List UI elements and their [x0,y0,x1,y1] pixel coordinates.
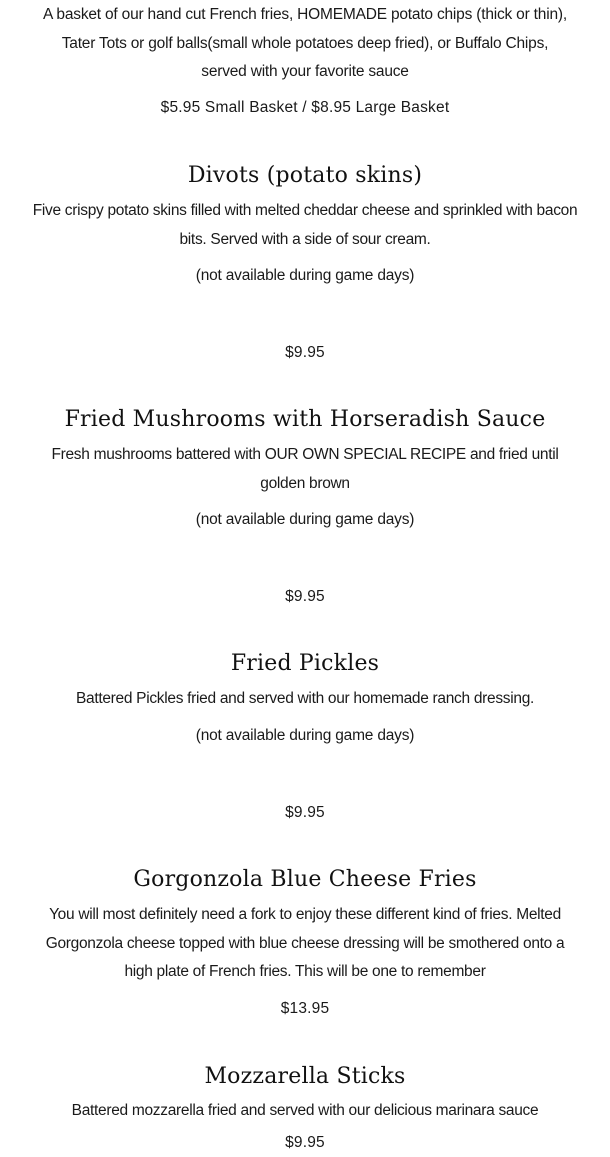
item-availability-note: (not available during game days) [195,267,415,284]
item-description: Five crispy potato skins filled with melted cheddar cheese and sprinkled with bacon bits. Served with a side of sour cream. [32,202,578,248]
item-description: Fresh mushrooms battered with OUR OWN SPECIAL RECIPE and fried until golden brown [51,446,559,492]
item-description: A basket of our hand cut French fries, HOMEMADE potato chips (thick or thin), Tater Tots or golf balls(small whole potatoes deep fried), or Buffalo Chips, served with your favorite sauce [43,6,567,81]
item-title: Fried Mushrooms with Horseradish Sauce [64,407,546,432]
item-price: $9.95 [285,588,325,605]
item-description: Battered Pickles fried and served with our homemade ranch dressing. [75,690,535,707]
item-title: Divots (potato skins) [187,163,423,188]
item-title: Gorgonzola Blue Cheese Fries [133,867,477,892]
item-title: Mozzarella Sticks [204,1064,406,1089]
item-price: $9.95 [285,804,325,821]
item-price: $5.95 Small Basket / $8.95 Large Basket [160,99,450,116]
item-title: Fried Pickles [230,651,380,676]
item-price: $13.95 [280,1000,330,1017]
item-price: $9.95 [285,1134,325,1151]
item-description: You will most definitely need a fork to enjoy these different kind of fries. Melted Gorgonzola cheese topped with blue cheese dressing will be smothered onto a high plate of French fries. This will be one to remember [45,906,565,981]
item-price: $9.95 [285,344,325,361]
item-description: Battered mozzarella fried and served with our delicious marinara sauce [71,1102,539,1119]
item-availability-note: (not available during game days) [195,511,415,528]
item-availability-note: (not available during game days) [195,727,415,744]
